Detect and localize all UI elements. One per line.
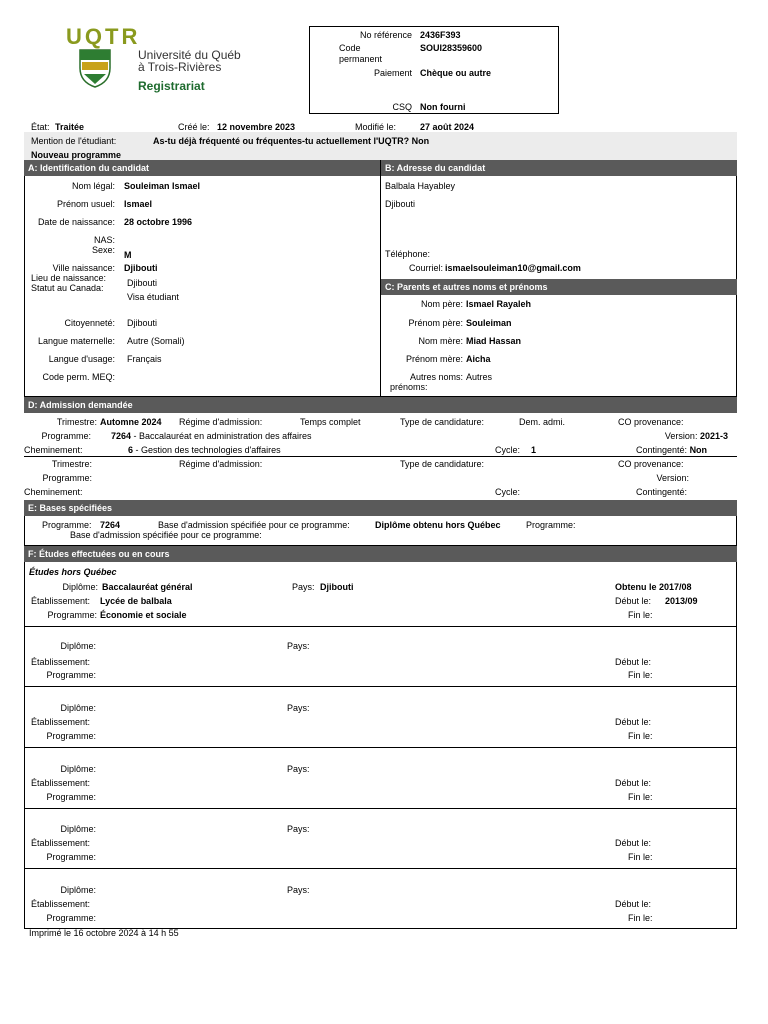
university-name-2: à Trois-Rivières [138, 60, 222, 74]
regime-value: Temps complet [300, 417, 361, 427]
f-fin-label: Fin le: [628, 610, 653, 620]
section-f-header: F: Études effectuées ou en cours [24, 546, 737, 562]
printed-timestamp: Imprimé le 16 octobre 2024 à 14 h 55 [29, 928, 179, 938]
courriel-label: Courriel: [408, 263, 443, 273]
pays-label: Pays: [287, 764, 310, 774]
prenom-usuel-value: Ismael [124, 199, 153, 209]
nas-label: NAS: [93, 235, 115, 245]
contingente2-label: Contingenté: [636, 487, 688, 497]
regime2-label: Régime d'admission: [179, 459, 263, 469]
cycle-label: Cycle: [495, 445, 521, 455]
citoyennete-label: Citoyenneté: [64, 318, 115, 328]
block-divider [24, 808, 737, 809]
address-line-1: Balbala Hayabley [385, 181, 456, 191]
pays-label: Pays: [287, 703, 310, 713]
code-meq-label: Code perm. MEQ: [42, 372, 115, 382]
diplome-label: Diplôme: [60, 641, 96, 651]
naissance-label: Date de naissance: [37, 217, 115, 227]
section-d-row2 [0, 457, 768, 499]
courriel-value: ismaelsouleiman10@gmail.com [445, 263, 581, 273]
fin-label: Fin le: [628, 852, 653, 862]
section-d-header: D: Admission demandée [24, 397, 737, 413]
lieu-value: Djibouti [127, 278, 158, 288]
type2-label: Type de candidature: [400, 459, 485, 469]
code-label-2: permanent [339, 54, 383, 64]
prenom-mere-value: Aicha [466, 354, 491, 364]
pays-label: Pays: [287, 641, 310, 651]
e-base2-label: Base d'admission spécifiée pour ce programme: [70, 530, 262, 540]
fin-label: Fin le: [628, 731, 653, 741]
programme-label: Programme: [46, 852, 96, 862]
ville-value: Djibouti [124, 263, 158, 273]
address-line-2: Djibouti [385, 199, 416, 209]
block-divider [24, 868, 737, 869]
naissance-value: 28 octobre 1996 [124, 217, 193, 227]
f-diplome-label: Diplôme: [62, 582, 98, 592]
debut-label: Début le: [615, 838, 652, 848]
autres-prenoms-label: prénoms: [390, 382, 428, 392]
version-field [665, 431, 728, 441]
cheminement-label: Cheminement: [24, 445, 83, 455]
e-programme-label: Programme: [42, 520, 92, 530]
f-pays-value: Djibouti [320, 582, 354, 592]
nom-mere-label: Nom mère: [418, 336, 463, 346]
fin-label: Fin le: [628, 792, 653, 802]
programme-label: Programme: [46, 792, 96, 802]
langue-mat-value: Autre (Somali) [127, 336, 185, 346]
cree-label: Créé le: [178, 122, 210, 132]
block-divider [24, 626, 737, 627]
trimestre-value: Automne 2024 [100, 417, 162, 427]
cycle2-label: Cycle: [495, 487, 521, 497]
block-divider [24, 686, 737, 687]
e-programme2-label: Programme: [526, 520, 576, 530]
cree-value: 12 novembre 2023 [217, 122, 296, 132]
cheminement2-label: Cheminement: [24, 487, 83, 497]
co2-label: CO provenance: [618, 459, 684, 469]
diplome-label: Diplôme: [60, 703, 96, 713]
f-debut-label: Début le: [615, 596, 652, 606]
nom-pere-value: Ismael Rayaleh [466, 299, 532, 309]
programme-label: Programme: [46, 670, 96, 680]
version-label: Version: [664, 431, 698, 441]
prenom-pere-value: Souleiman [466, 318, 512, 328]
statut-value: Visa étudiant [127, 292, 179, 302]
reference-box [309, 26, 559, 114]
programme-label: Programme: [46, 913, 96, 923]
etab-label: Établissement: [31, 717, 91, 727]
nom-mere-value: Miad Hassan [466, 336, 522, 346]
programme-name: - Baccalauréat en administration des affaires [131, 431, 312, 441]
section-b-header: B: Adresse du candidat [381, 160, 737, 176]
prenom-mere-label: Prénom mère: [405, 354, 463, 364]
cycle-value: 1 [531, 445, 537, 455]
langue-usage-value: Français [127, 354, 162, 364]
e-base-label: Base d'admission spécifiée pour ce programme: [158, 520, 350, 530]
fin-label: Fin le: [628, 670, 653, 680]
code-value: SOUI28359600 [420, 43, 483, 53]
diplome-label: Diplôme: [60, 885, 96, 895]
nom-legal-value: Souleiman Ismael [124, 181, 201, 191]
debut-label: Début le: [615, 778, 652, 788]
sexe-label: Sexe: [91, 245, 115, 255]
type-label: Type de candidature: [400, 417, 485, 427]
e-programme-value: 7264 [100, 520, 121, 530]
etat-value: Traitée [55, 122, 85, 132]
diplome-label: Diplôme: [60, 764, 96, 774]
section-e-header: E: Bases spécifiées [24, 500, 737, 516]
f-etab-value: Lycée de balbala [100, 596, 172, 606]
programme-label: Programme: [41, 431, 91, 441]
debut-label: Début le: [615, 657, 652, 667]
f-pays-label: Pays: [292, 582, 315, 592]
trimestre-label: Trimestre: [56, 417, 97, 427]
prenom-usuel-label: Prénom usuel: [56, 199, 115, 209]
etab-label: Établissement: [31, 899, 91, 909]
f-programme-label: Programme: [47, 610, 97, 620]
etat-label: État: [31, 122, 50, 132]
modifie-value: 27 août 2024 [420, 122, 475, 132]
logo-letters: UQTR [66, 24, 141, 49]
cheminement-name: - Gestion des technologies d'affaires [133, 445, 281, 455]
ville-label: Ville naissance: [52, 263, 115, 273]
version-value: 2021-3 [699, 431, 728, 441]
section-a-header: A: Identification du candidat [24, 160, 380, 176]
mention-value: As-tu déjà fréquenté ou fréquentes-tu actuellement l'UQTR? Non [153, 136, 430, 146]
mention-label: Mention de l'étudiant: [31, 136, 117, 146]
type-value: Dem. admi. [519, 417, 566, 427]
section-c-header: C: Parents et autres noms et prénoms [381, 279, 737, 295]
f-etab-label: Établissement: [31, 596, 91, 606]
autres-noms-value: Autres [466, 372, 493, 382]
pays-label: Pays: [287, 885, 310, 895]
nouveau-programme: Nouveau programme [31, 150, 122, 160]
regime-label: Régime d'admission: [179, 417, 263, 427]
debut-label: Début le: [615, 717, 652, 727]
block-divider [24, 747, 737, 748]
etab-label: Établissement: [31, 657, 91, 667]
programme-value [111, 431, 311, 441]
etab-label: Établissement: [31, 838, 91, 848]
crest-icon [78, 48, 112, 88]
no-ref-value: 2436F393 [420, 30, 461, 40]
co-label: CO provenance: [618, 417, 684, 427]
f-programme-value: Économie et sociale [100, 610, 187, 620]
telephone-label: Téléphone: [385, 249, 431, 259]
contingente-field [636, 445, 707, 455]
programme-label: Programme: [46, 731, 96, 741]
cheminement-code: 6 [128, 445, 134, 455]
csq-value: Non fourni [420, 102, 466, 112]
modifie-label: Modifié le: [355, 122, 397, 132]
debut-label: Début le: [615, 899, 652, 909]
f-debut-value: 2013/09 [665, 596, 698, 606]
prenom-pere-label: Prénom père: [408, 318, 463, 328]
csq-label: CSQ [392, 102, 412, 112]
etab-label: Établissement: [31, 778, 91, 788]
nom-pere-label: Nom père: [420, 299, 463, 309]
uqtr-logo [66, 24, 266, 96]
pays-label: Pays: [287, 824, 310, 834]
diplome-label: Diplôme: [60, 824, 96, 834]
version2-label: Version: [656, 473, 689, 483]
contingente-label: Contingenté: [636, 445, 688, 455]
lieu-label: Lieu de naissance: [31, 273, 107, 283]
etudes-subtitle: Études hors Québec [29, 567, 117, 577]
statut-label: Statut au Canada: [31, 283, 104, 293]
nom-legal-label: Nom légal: [71, 181, 115, 191]
code-label-1: Code [339, 43, 361, 53]
autres-noms-label: Autres noms: [409, 372, 463, 382]
department-name: Registrariat [138, 79, 205, 93]
no-ref-label: No référence [359, 30, 412, 40]
langue-mat-label: Langue maternelle: [37, 336, 115, 346]
paiement-value: Chèque ou autre [420, 68, 492, 78]
section-d-row1 [0, 413, 768, 457]
trimestre2-label: Trimestre: [51, 459, 92, 469]
university-name-1: Université du Québ [138, 48, 241, 62]
fin-label: Fin le: [628, 913, 653, 923]
f-diplome-value: Baccalauréat général [102, 582, 193, 592]
cheminement-value [128, 445, 281, 455]
paiement-label: Paiement [373, 68, 412, 78]
f-obtenu-value: Obtenu le 2017/08 [615, 582, 692, 592]
contingente-value: Non [689, 445, 708, 455]
citoyennete-value: Djibouti [127, 318, 158, 328]
langue-usage-label: Langue d'usage: [48, 354, 115, 364]
programme-code: 7264 [111, 431, 132, 441]
e-base-value: Diplôme obtenu hors Québec [375, 520, 501, 530]
sexe-value: M [124, 250, 132, 260]
programme2-label: Programme: [42, 473, 92, 483]
